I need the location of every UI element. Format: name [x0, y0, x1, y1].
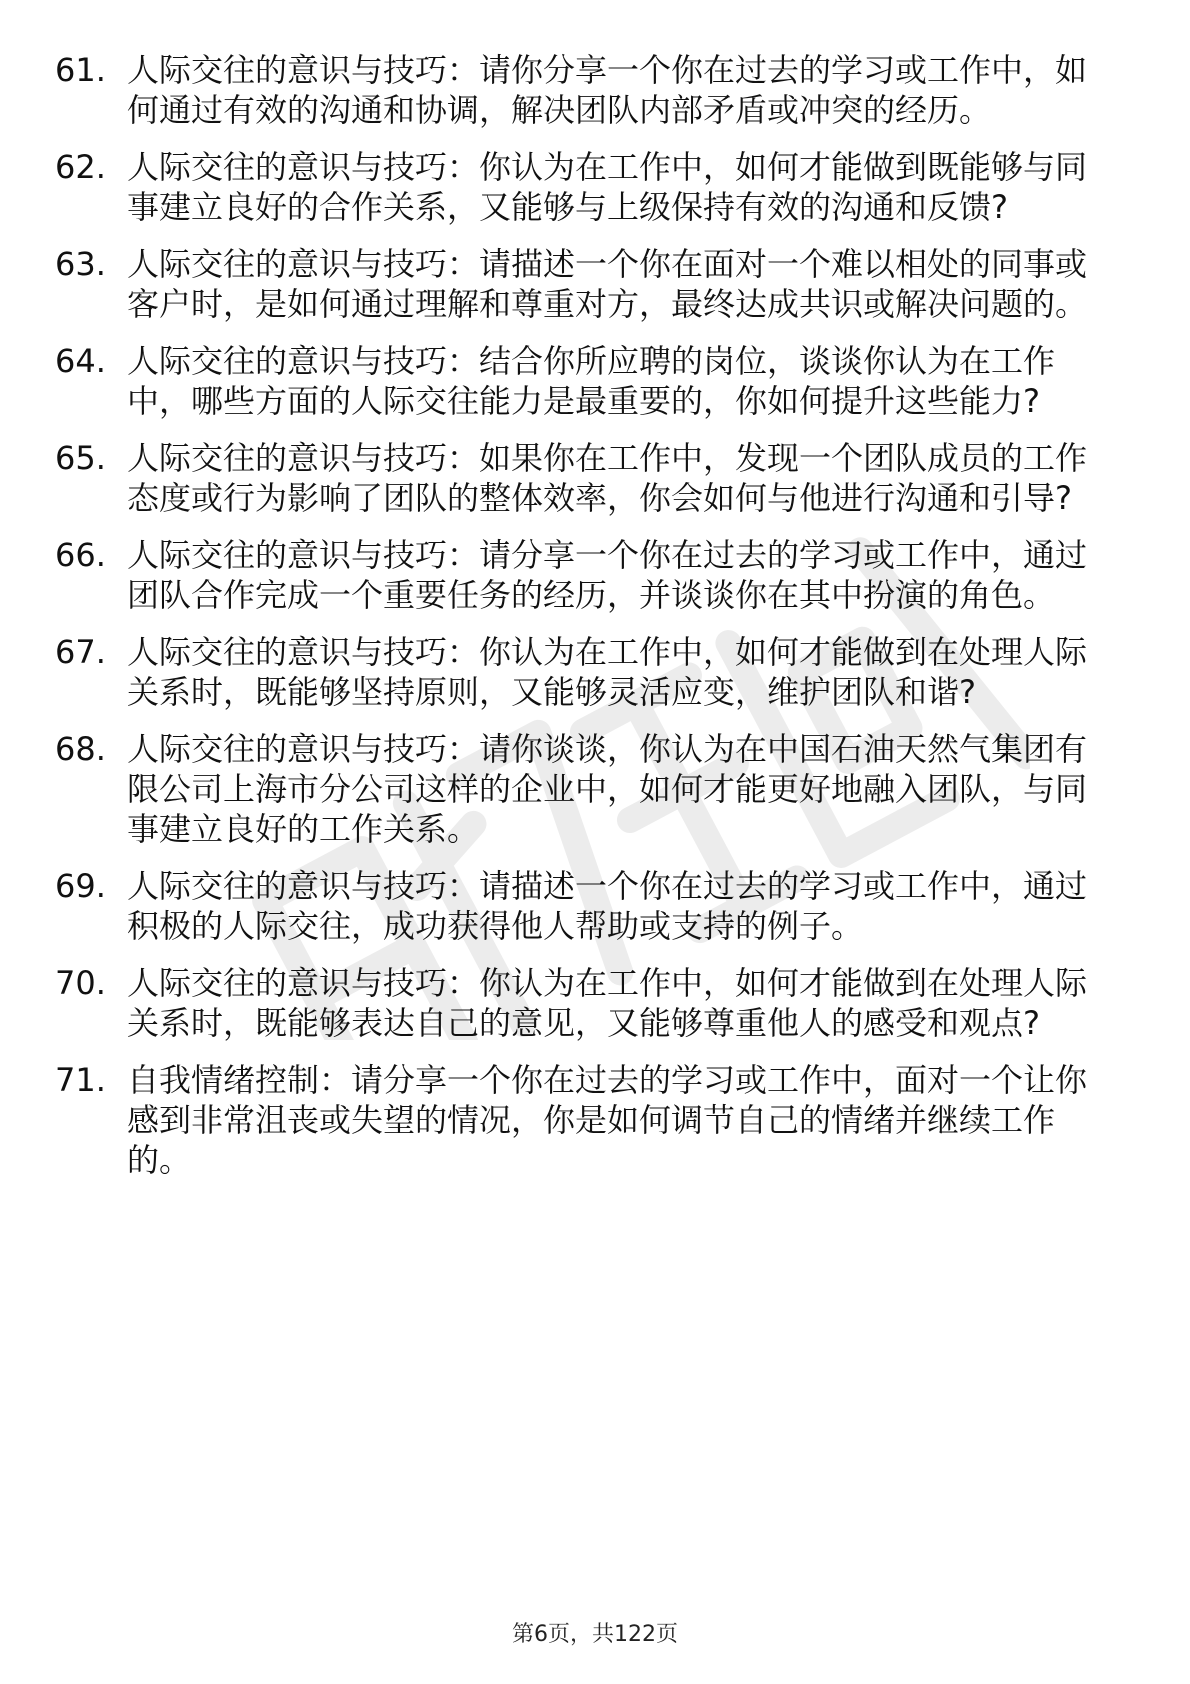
question-number: 69.	[55, 867, 106, 905]
question-number: 71.	[55, 1061, 106, 1099]
question-item-69	[55, 866, 1115, 946]
question-item-71	[55, 1060, 1115, 1180]
question-item-70	[55, 963, 1115, 1043]
question-item-68	[55, 729, 1115, 849]
question-item-63	[55, 244, 1115, 324]
question-list	[55, 50, 1115, 1197]
question-text: 自我情绪控制：请分享一个你在过去的学习或工作中，面对一个让你感到非常沮丧或失望的情况，你是如何调节自己的情绪并继续工作的。	[127, 1061, 1088, 1179]
question-text: 人际交往的意识与技巧：请描述一个你在面对一个难以相处的同事或客户时，是如何通过理解和尊重对方，最终达成共识或解决问题的。	[127, 245, 1088, 323]
question-number: 67.	[55, 633, 106, 671]
question-text: 人际交往的意识与技巧：请分享一个你在过去的学习或工作中，通过团队合作完成一个重要任务的经历，并谈谈你在其中扮演的角色。	[127, 536, 1088, 614]
question-number: 66.	[55, 536, 106, 574]
question-item-61	[55, 50, 1115, 130]
question-text: 人际交往的意识与技巧：结合你所应聘的岗位，谈谈你认为在工作中，哪些方面的人际交往能力是最重要的，你如何提升这些能力?	[127, 342, 1056, 420]
question-text: 人际交往的意识与技巧：你认为在工作中，如何才能做到在处理人际关系时，既能够表达自己的意见，又能够尊重他人的感受和观点?	[127, 964, 1088, 1042]
question-text: 人际交往的意识与技巧：你认为在工作中，如何才能做到在处理人际关系时，既能够坚持原则，又能够灵活应变，维护团队和谐?	[127, 633, 1088, 711]
question-number: 68.	[55, 730, 106, 768]
question-number: 65.	[55, 439, 106, 477]
question-text: 人际交往的意识与技巧：请描述一个你在过去的学习或工作中，通过积极的人际交往，成功获得他人帮助或支持的例子。	[127, 867, 1088, 945]
question-number: 63.	[55, 245, 106, 283]
question-number: 62.	[55, 148, 106, 186]
question-text: 人际交往的意识与技巧：请你谈谈，你认为在中国石油天然气集团有限公司上海市分公司这样的企业中，如何才能更好地融入团队，与同事建立良好的工作关系。	[127, 730, 1088, 848]
question-item-66	[55, 535, 1115, 615]
question-text: 人际交往的意识与技巧：你认为在工作中，如何才能做到既能够与同事建立良好的合作关系，又能够与上级保持有效的沟通和反馈?	[127, 148, 1088, 226]
question-number: 64.	[55, 342, 106, 380]
page-footer: 第6页，共122页	[512, 1622, 678, 1647]
question-text: 人际交往的意识与技巧：请你分享一个你在过去的学习或工作中，如何通过有效的沟通和协调，解决团队内部矛盾或冲突的经历。	[127, 51, 1088, 129]
question-item-62	[55, 147, 1115, 227]
question-item-65	[55, 438, 1115, 518]
question-item-64	[55, 341, 1115, 421]
question-number: 70.	[55, 964, 106, 1002]
question-item-67	[55, 632, 1115, 712]
question-text: 人际交往的意识与技巧：如果你在工作中，发现一个团队成员的工作态度或行为影响了团队的整体效率，你会如何与他进行沟通和引导?	[127, 439, 1088, 517]
question-number: 61.	[55, 51, 106, 89]
